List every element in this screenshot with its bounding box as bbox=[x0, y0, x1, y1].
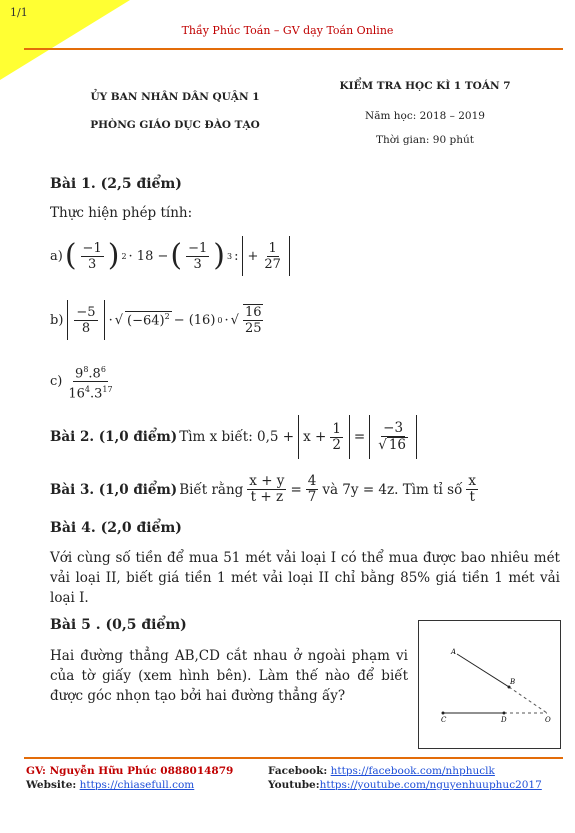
youtube: Youtube:https://youtube.com/nguyenhuuphuc2017 bbox=[268, 779, 542, 791]
geometry-figure bbox=[418, 620, 561, 749]
page-number: 1/1 bbox=[10, 6, 28, 19]
fraction: $\frac{1}{2}$ bbox=[332, 420, 341, 453]
problem-1-intro: Thực hiện phép tính: bbox=[50, 205, 193, 221]
point-o-label: O bbox=[545, 716, 551, 724]
problem-4-text: Với cùng số tiền để mua 51 mét vải loại I có thể mua được bao nhiêu mét vải loại II, biết giá tiền 1 mét vải loại II chỉ bằng 85% giá tiền 1 mét vải loại I. bbox=[50, 550, 560, 606]
fraction: $\frac{4}{7}$ bbox=[307, 473, 317, 505]
point-c-label: C bbox=[441, 716, 447, 724]
problem-3: Bài 3. (1,0 điểm) Biết rằng $\frac{x + y}{t + z}$ = $\frac{4}{7}$ và 7y = 4z. Tìm tỉ số $\frac{x}{t}$ bbox=[50, 473, 476, 505]
school-year: Năm học: 2018 – 2019 bbox=[365, 110, 485, 122]
point-b-label: B bbox=[510, 678, 516, 686]
fraction: $\frac{1}{27}$ bbox=[264, 240, 281, 272]
website: Website: https://chiasefull.com bbox=[26, 779, 195, 791]
website-link[interactable]: https://chiasefull.com bbox=[79, 779, 195, 791]
problem-1c bbox=[50, 362, 117, 402]
exam-title: KIỂM TRA HỌC KÌ 1 TOÁN 7 bbox=[339, 80, 511, 92]
problem-1-title: Bài 1. (2,5 điểm) bbox=[50, 176, 182, 192]
label-c: c) bbox=[50, 374, 63, 390]
problem-5-title: Bài 5 . (0,5 điểm) bbox=[50, 617, 187, 633]
problem-1a: a) ( $\frac{-1}{3}$ ) 2 · 18 − ( $\frac{-1}{3}$ ) 3 : + $\frac{1}{27}$ bbox=[50, 236, 292, 276]
problem-3-title: Bài 3. (1,0 điểm) bbox=[50, 481, 178, 498]
header-divider bbox=[24, 48, 563, 50]
footer-divider bbox=[24, 757, 563, 759]
facebook-link[interactable]: https://facebook.com/nhphuclk bbox=[330, 765, 495, 777]
department-name: PHÒNG GIÁO DỤC ĐÀO TẠO bbox=[90, 119, 260, 131]
problem-2-title: Bài 2. (1,0 điểm) bbox=[50, 429, 178, 445]
problem-2: Bài 2. (1,0 điểm) Tìm x biết: 0,5 + x + $\frac{1}{2}$ = $\frac{-3}{√ 16}$ bbox=[50, 415, 419, 459]
fraction: $\frac{-1}{3}$ bbox=[188, 240, 208, 272]
fraction: $\frac{-5}{8}$ bbox=[76, 304, 96, 336]
point-d-label: D bbox=[501, 716, 507, 724]
facebook: Facebook: https://facebook.com/nhphuclk bbox=[268, 765, 495, 777]
exam-duration: Thời gian: 90 phút bbox=[376, 134, 474, 146]
fraction: $\frac{-3}{√ 16}$ bbox=[378, 420, 407, 453]
teacher-name: GV: Nguyễn Hữu Phúc 0888014879 bbox=[26, 765, 234, 777]
problem-5-text: Hai đường thẳng AB,CD cắt nhau ở ngoài phạm vi của tờ giấy (xem hình bên). Làm thế nào để biết được góc nhọn tạo bởi hai đường thẳng ấy? bbox=[50, 648, 408, 704]
fraction: $\frac{x + y}{t + z}$ bbox=[249, 473, 285, 505]
fraction: $\frac{-1}{3}$ bbox=[82, 240, 102, 272]
fraction: $\frac{16}{25}$ bbox=[244, 305, 262, 336]
header-title: Thầy Phúc Toán – GV dạy Toán Online bbox=[181, 24, 394, 37]
district-name: ỦY BAN NHÂN DÂN QUẬN 1 bbox=[90, 91, 260, 103]
fraction: $\frac{x}{t}$ bbox=[468, 473, 476, 505]
label-b: b) bbox=[50, 312, 64, 328]
youtube-link[interactable]: https://youtube.com/nguyenhuuphuc2017 bbox=[319, 779, 542, 791]
problem-1b: b) $\frac{-5}{8}$ · √ $(-64)^2$ − (16) 0 · √ $\frac{16}{25}$ bbox=[50, 300, 265, 340]
label-a: a) bbox=[50, 248, 63, 264]
figure-diagram bbox=[419, 621, 560, 748]
point-a-label: A bbox=[451, 648, 457, 656]
problem-4-title: Bài 4. (2,0 điểm) bbox=[50, 520, 182, 536]
fraction: $\frac{9^8.8^6}{16^4.3^{17}}$ bbox=[66, 362, 114, 402]
